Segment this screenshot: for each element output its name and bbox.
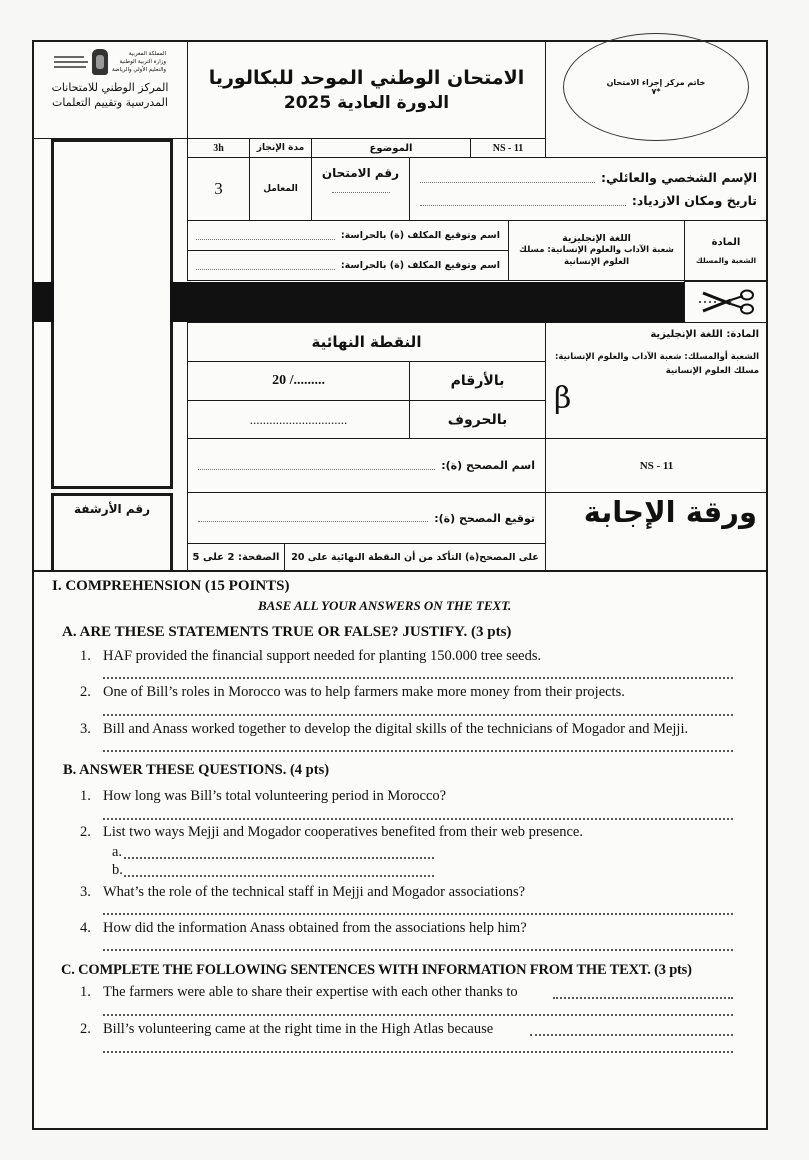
proctor1-row [187, 220, 509, 251]
moroccan-emblem-icon [92, 49, 108, 75]
answer-line-c2-inline[interactable] [530, 1034, 733, 1036]
stamp-code: *٧ [651, 87, 661, 96]
sticker-box-band-overlay [54, 282, 170, 322]
question-number: 2. [80, 1021, 91, 1037]
exam-title-box [187, 40, 546, 139]
corrector-sign-field[interactable] [198, 514, 428, 522]
answer-line-a3[interactable] [103, 750, 733, 752]
corrector-name-field[interactable] [198, 462, 435, 470]
full-name-field[interactable] [420, 173, 595, 183]
proctor2-row [187, 250, 509, 281]
header-bottom-divider [32, 570, 768, 572]
part-b-item-4: How did the information Anass obtained from the associations help him? [103, 920, 527, 936]
letters-label: بالحروف [409, 400, 546, 439]
part-b-item-3: What’s the role of the technical staff in Mejji and Mogador associations? [103, 884, 526, 900]
stamp-box [545, 40, 768, 139]
proctor1-field[interactable] [196, 232, 335, 240]
birth-field[interactable] [420, 196, 626, 206]
question-number: 3. [80, 884, 91, 900]
letters-value[interactable]: .............................. [187, 400, 410, 439]
question-number: 2. [80, 684, 91, 700]
subject-info-box [545, 322, 768, 439]
part-a-item-3: Bill and Anass worked together to develop the digital skills of the technicians of Mogador and Mejji. [103, 721, 689, 737]
question-number: 4. [80, 920, 91, 936]
part-c-title: C. COMPLETE THE FOLLOWING SENTENCES WITH INFORMATION FROM THE TEXT. (3 pts) [61, 962, 692, 978]
part-a-title: A. ARE THESE STATEMENTS TRUE OR FALSE? JUSTIFY. (3 pts) [62, 624, 512, 640]
coefficient-label: المعامل [249, 157, 312, 221]
corrector-name-label: اسم المصحح (ة): [441, 459, 535, 472]
part-b-item-1: How long was Bill’s total volunteering period in Morocco? [103, 788, 447, 804]
answer-line-b2a[interactable] [124, 857, 434, 859]
verify-note: على المصحح(ة) التأكد من أن النقطة النهائية على 20 [284, 543, 546, 571]
scissors-icon [695, 287, 757, 317]
question-number: 1. [80, 648, 91, 664]
page-info: الصفحة: 2 على 5 [187, 543, 285, 571]
subject-label: الموضوع [311, 138, 471, 158]
question-number: 3. [80, 721, 91, 737]
part-a-item-1: HAF provided the financial support needed for planting 150.000 tree seeds. [103, 648, 542, 664]
final-grade-header: النقطة النهائية [187, 322, 546, 362]
scissors-cell [684, 281, 768, 323]
answer-line-a2[interactable] [103, 714, 733, 716]
sub-answer-b-label: b. [112, 862, 123, 878]
exam-code-cell: NS - 11 [545, 438, 768, 493]
stream-col-label: الشعبة والمسلك [695, 255, 757, 265]
birth-label: تاريخ ومكان الازدياد: [631, 193, 757, 208]
instruction: BASE ALL YOUR ANSWERS ON THE TEXT. [258, 598, 512, 613]
subject-name: اللغة الإنجليزية [562, 233, 631, 244]
coefficient-value: 3 [187, 157, 250, 221]
version-symbol: β [554, 381, 572, 416]
answer-line-a1[interactable] [103, 677, 733, 679]
answer-line-c2[interactable] [103, 1051, 733, 1053]
answer-sheet-title: ورقة الإجابة [583, 495, 757, 529]
logo-box [32, 40, 188, 139]
answer-line-c1[interactable] [103, 1014, 733, 1016]
center-name-line1: المركز الوطني للامتحانات [51, 81, 169, 94]
subject-col-label: المادة [711, 236, 741, 248]
exam-number-field[interactable] [311, 157, 410, 221]
proctor1-label: اسم وتوقيع المكلف (ة) بالحراسة: [340, 230, 500, 241]
part-c-item-2: Bill’s volunteering came at the right time in the High Atlas because [103, 1021, 494, 1037]
stream-line: الشعبة أوالمسلك: شعبة الآداب والعلوم الإنسانية: مسلك العلوم الإنسانية [555, 352, 759, 376]
answer-line-b1[interactable] [103, 818, 733, 820]
question-number: 2. [80, 824, 91, 840]
answer-line-b4[interactable] [103, 949, 733, 951]
question-number: 1. [80, 984, 91, 1000]
stream-name: شعبة الآداب والعلوم الإنسانية: مسلك العلوم الإنسانية [519, 245, 674, 267]
sub-answer-a-label: a. [112, 844, 123, 860]
exam-code-top: NS - 11 [470, 138, 546, 158]
digits-value[interactable]: ........./ 20 [187, 361, 410, 401]
exam-number-label: رقم الامتحان [321, 166, 400, 180]
corrector-sign-label: توقيع المصحح (ة): [434, 511, 535, 525]
proctor2-field[interactable] [196, 262, 335, 270]
center-name-line2: المدرسية وتقييم التعلمات [52, 96, 168, 109]
part-b-title: B. ANSWER THESE QUESTIONS. (4 pts) [63, 762, 330, 778]
subject-line: المادة: اللغة الإنجليزية [650, 329, 759, 340]
part-a-item-2: One of Bill’s roles in Morocco was to help farmers make more money from their projects. [103, 684, 625, 700]
answer-line-b3[interactable] [103, 913, 733, 915]
answer-line-c1-inline[interactable] [553, 997, 733, 999]
digits-label: بالأرقام [409, 361, 546, 401]
duration-label: مدة الإنجاز [249, 138, 312, 158]
exam-session: الدورة العادية 2025 [283, 92, 450, 113]
stamp-label: خاتم مركز إجراء الامتحان [606, 78, 706, 87]
question-number: 1. [80, 788, 91, 804]
stamp-oval [563, 33, 749, 141]
answer-sheet-title-cell [545, 492, 768, 571]
archive-number-box [51, 493, 173, 570]
answer-line-b2b[interactable] [124, 875, 434, 877]
duration-value: 3h [187, 138, 250, 158]
subject-stream-labels [684, 220, 768, 281]
corrector-sign-row [187, 492, 546, 544]
full-name-label: الإسم الشخصي والعائلي: [601, 170, 757, 185]
section-title: I. COMPREHENSION (15 POINTS) [52, 578, 290, 594]
part-b-item-2: List two ways Mejji and Mogador cooperatives benefited from their web presence. [103, 824, 583, 840]
subject-stream-value [508, 220, 685, 281]
ministry-lines: المملكة المغربية وزارة التربية الوطنية والتعليم الأولي والرياضة [111, 51, 167, 73]
exam-title: الامتحان الوطني الموحد للبكالوريا [208, 66, 525, 89]
proctor2-label: اسم وتوقيع المكلف (ة) بالحراسة: [340, 260, 500, 271]
corrector-name-row [187, 438, 546, 493]
candidate-identity-box [409, 157, 768, 221]
part-c-item-1: The farmers were able to share their expertise with each other thanks to [103, 984, 518, 1000]
archive-label: رقم الأرشفة [73, 502, 151, 516]
